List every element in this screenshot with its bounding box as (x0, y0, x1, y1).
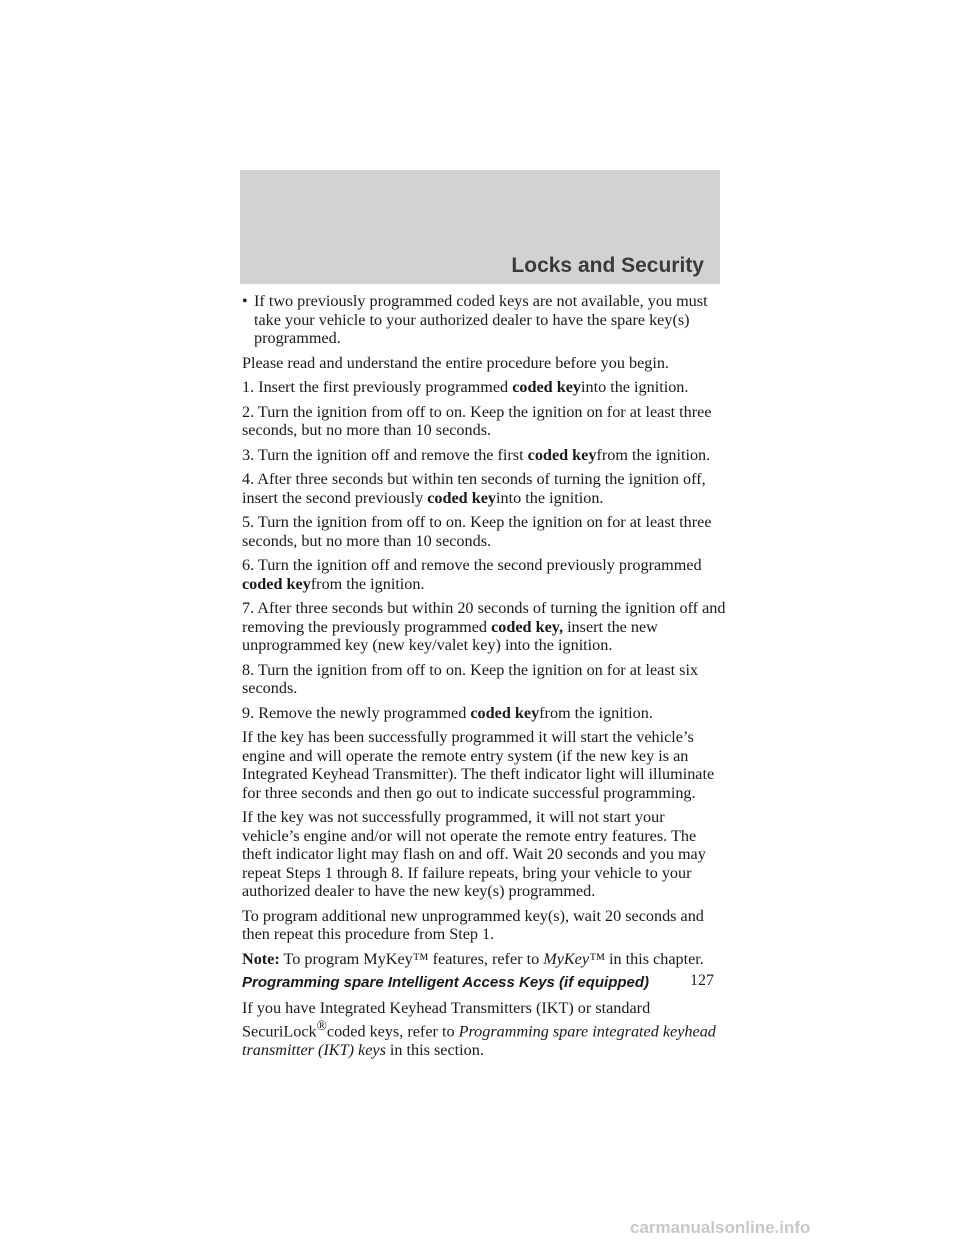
note-label: Note: (242, 949, 280, 968)
step-9: 9. Remove the newly programmed coded keyfrom the ignition. (242, 703, 653, 722)
step-4: 4. After three seconds but within ten seconds of turning the ignition off, insert the second previously coded keyinto the ignition. (242, 470, 706, 507)
step-1: 1. Insert the first previously programmed coded keyinto the ignition. (242, 378, 689, 396)
step-4-key-term: coded key (427, 488, 497, 507)
success-paragraph: If the key has been successfully programmed it will start the vehicle’s engine and will operate the remote entry system (if the new key is an Integrated Keyhead Transmitter). The theft indicator light will illuminate for three seconds and then go out to indicate successful programming. (242, 728, 715, 802)
ikt-reference: Programming spare integrated keyhead transmitter (IKT) keys (242, 1022, 716, 1059)
step-7-key-term: coded key, (491, 617, 564, 636)
step-6-key-term: coded key (242, 574, 311, 593)
page-content (242, 292, 726, 1065)
ikt-paragraph: If you have Integrated Keyhead Transmitters (IKT) or standard SecuriLock®coded keys, refer to Programming spare integrated keyhead transmitter (IKT) keys in this section. (242, 998, 716, 1059)
chapter-header (240, 170, 720, 284)
intro-paragraph: Please read and understand the entire procedure before you begin. (242, 353, 669, 372)
bullet-text: If two previously programmed coded keys are not available, you must take your vehicle to your authorized dealer to have the spare key(s) programmed. (254, 292, 708, 347)
additional-keys-paragraph: To program additional new unprogrammed key(s), wait 20 seconds and then repeat this procedure from Step 1. (242, 906, 704, 943)
step-3: 3. Turn the ignition off and remove the first coded keyfrom the ignition. (242, 445, 711, 464)
step-8: 8. Turn the ignition from off to on. Keep the ignition on for at least six seconds. (242, 660, 699, 697)
chapter-title: Locks and Security (511, 254, 704, 277)
bullet-item (242, 292, 726, 348)
watermark: carmanualsonline.info (630, 1218, 811, 1237)
mykey-reference: MyKey™ (543, 949, 605, 968)
step-1-key-term: coded key (512, 378, 581, 396)
failure-paragraph: If the key was not successfully programmed, it will not start your vehicle’s engine and/or will not operate the remote entry features. The theft indicator light may flash on and off. Wait 20 seconds and you may repeat Steps 1 through 8. If failure repeats, bring your vehicle to your authorized dealer to have the new key(s) programmed. (242, 808, 706, 900)
step-2: 2. Turn the ignition from off to on. Keep the ignition on for at least three seconds, but no more than 10 seconds. (242, 402, 712, 439)
step-9-key-term: coded key (470, 703, 540, 722)
step-7: 7. After three seconds but within 20 seconds of turning the ignition off and removing the previously programmed coded key, insert the new unprogrammed key (new key/valet key) into the ignition. (242, 599, 726, 654)
registered-mark: ® (316, 1018, 327, 1033)
page-number: 127 (690, 972, 714, 989)
section-subheading: Programming spare Intelligent Access Keys (if equipped) (242, 974, 650, 991)
step-6: 6. Turn the ignition off and remove the second previously programmed coded keyfrom the ignition. (242, 556, 702, 593)
note-paragraph: Note: To program MyKey™ features, refer to MyKey™ in this chapter. (242, 949, 704, 968)
bullet-symbol: • (242, 292, 248, 310)
step-3-key-term: coded key (527, 445, 597, 464)
step-5: 5. Turn the ignition from off to on. Keep the ignition on for at least three seconds, but no more than 10 seconds. (242, 513, 712, 550)
